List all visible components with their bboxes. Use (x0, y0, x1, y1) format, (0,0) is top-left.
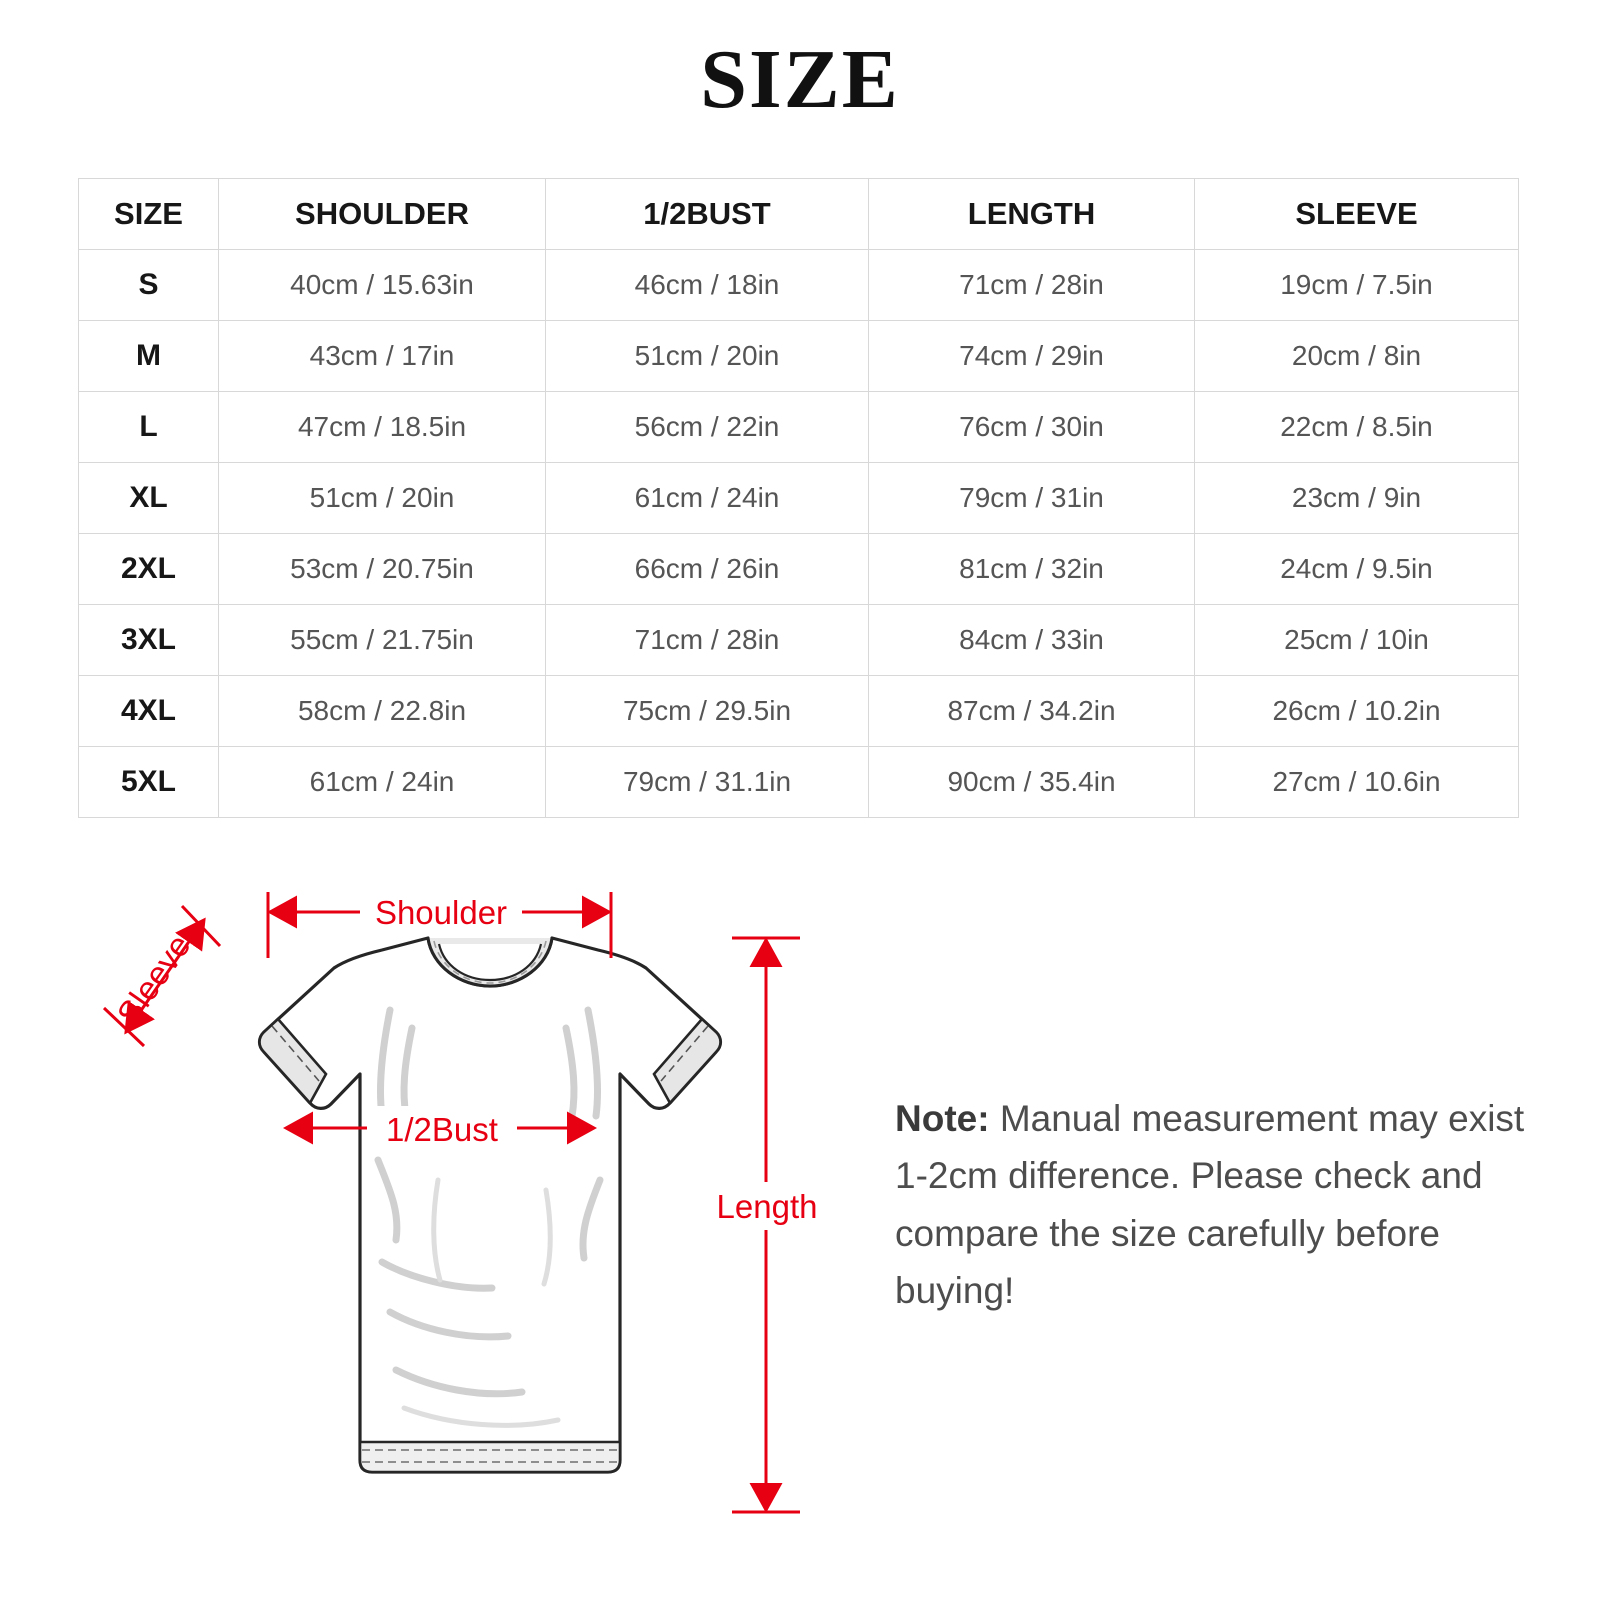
table-row (79, 747, 1519, 818)
cell-size: L (79, 392, 219, 463)
cell-sleeve: 19cm / 7.5in (1195, 250, 1519, 321)
tshirt-measurement-diagram (60, 860, 860, 1560)
cell-sleeve: 24cm / 9.5in (1195, 534, 1519, 605)
label-shoulder: Shoulder (374, 894, 508, 931)
note-block (895, 1090, 1535, 1319)
cell-bust: 75cm / 29.5in (546, 676, 869, 747)
cell-shoulder: 58cm / 22.8in (219, 676, 546, 747)
cell-sleeve: 27cm / 10.6in (1195, 747, 1519, 818)
cell-sleeve: 20cm / 8in (1195, 321, 1519, 392)
cell-shoulder: 61cm / 24in (219, 747, 546, 818)
cell-bust: 71cm / 28in (546, 605, 869, 676)
cell-bust: 61cm / 24in (546, 463, 869, 534)
cell-size: XL (79, 463, 219, 534)
cell-size: 5XL (79, 747, 219, 818)
cell-shoulder: 43cm / 17in (219, 321, 546, 392)
cell-bust: 51cm / 20in (546, 321, 869, 392)
table-row (79, 321, 1519, 392)
cell-bust: 56cm / 22in (546, 392, 869, 463)
column-header-size: SIZE (79, 179, 219, 250)
cell-size: M (79, 321, 219, 392)
label-sleeve: Sleeve (109, 927, 198, 1032)
cell-shoulder: 40cm / 15.63in (219, 250, 546, 321)
cell-sleeve: 25cm / 10in (1195, 605, 1519, 676)
table-header-row (79, 179, 1519, 250)
table-row (79, 463, 1519, 534)
table-row (79, 392, 1519, 463)
cell-size: S (79, 250, 219, 321)
cell-shoulder: 51cm / 20in (219, 463, 546, 534)
cell-length: 79cm / 31in (869, 463, 1195, 534)
label-length: Length (716, 1188, 818, 1225)
label-bust: 1/2Bust (386, 1111, 498, 1148)
cell-bust: 66cm / 26in (546, 534, 869, 605)
cell-sleeve: 22cm / 8.5in (1195, 392, 1519, 463)
cell-sleeve: 23cm / 9in (1195, 463, 1519, 534)
cell-length: 81cm / 32in (869, 534, 1195, 605)
cell-shoulder: 53cm / 20.75in (219, 534, 546, 605)
column-header-bust: 1/2BUST (546, 179, 869, 250)
cell-length: 84cm / 33in (869, 605, 1195, 676)
cell-size: 4XL (79, 676, 219, 747)
cell-length: 71cm / 28in (869, 250, 1195, 321)
cell-sleeve: 26cm / 10.2in (1195, 676, 1519, 747)
column-header-length: LENGTH (869, 179, 1195, 250)
tshirt-illustration (260, 938, 721, 1472)
table-row (79, 676, 1519, 747)
cell-length: 90cm / 35.4in (869, 747, 1195, 818)
column-header-shoulder: SHOULDER (219, 179, 546, 250)
cell-bust: 46cm / 18in (546, 250, 869, 321)
table-row (79, 534, 1519, 605)
length-measure-annotation (708, 938, 826, 1512)
cell-bust: 79cm / 31.1in (546, 747, 869, 818)
table-row (79, 250, 1519, 321)
cell-size: 3XL (79, 605, 219, 676)
cell-length: 74cm / 29in (869, 321, 1195, 392)
cell-size: 2XL (79, 534, 219, 605)
cell-length: 87cm / 34.2in (869, 676, 1195, 747)
cell-shoulder: 47cm / 18.5in (219, 392, 546, 463)
cell-shoulder: 55cm / 21.75in (219, 605, 546, 676)
column-header-sleeve: SLEEVE (1195, 179, 1519, 250)
note-text: Manual measurement may exist 1-2cm difference. Please check and compare the size carefully before buying! (895, 1098, 1525, 1312)
table-row (79, 605, 1519, 676)
note-label: Note: (895, 1098, 990, 1139)
page-title: SIZE (700, 33, 900, 126)
sleeve-measure-annotation (104, 906, 220, 1046)
size-chart-table (78, 178, 1519, 818)
cell-length: 76cm / 30in (869, 392, 1195, 463)
